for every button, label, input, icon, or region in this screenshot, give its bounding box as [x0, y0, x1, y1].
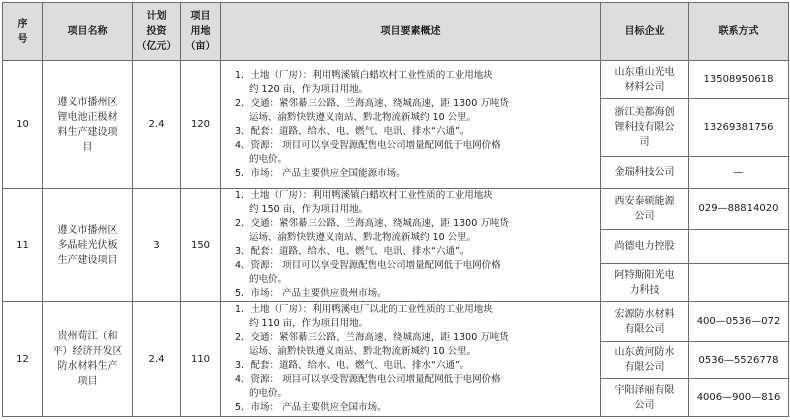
summary-line: 5．市场： 产品主要供应贵州市场。: [235, 288, 387, 299]
row-number: 11: [3, 189, 43, 302]
summary-line: 4．资源： 项目可以享受智源配售电公司增量配网低于电网价格: [235, 139, 501, 151]
project-land: 120: [181, 61, 221, 189]
summary-line: 1．土地（厂房）：利用鸭溪电厂以北的工业性质的工业用地块: [235, 304, 493, 315]
header-invest: 计划 投资 （亿元）: [133, 3, 181, 61]
summary-line: 约 120 亩，作为项目用地。: [249, 83, 369, 95]
company-name: 山东黄河防水 有限公司: [601, 342, 689, 379]
header-land: 项目 用地 （亩）: [181, 3, 221, 61]
summary-line: 运场、渝黔快铁遵义南站、黔北物流新城约 10 公里。: [249, 346, 477, 357]
row-number: 12: [3, 302, 43, 417]
header-name: 项目名称: [43, 3, 133, 61]
company-name: 浙江美都海创 锂科技有限公 司: [601, 99, 689, 157]
company-name: 宇阳泽丽有限 公司: [601, 379, 689, 417]
summary-line: 3．配套：道路、给水、电、燃气、电讯、排水“六通”。: [235, 246, 470, 257]
project-summary: [221, 189, 601, 302]
summary-line: 1．土地（厂房）：利用鸭溪镇白蜡坎村工业性质的工业用地块: [235, 69, 493, 81]
summary-line: 4．资源： 项目可以享受智源配售电公司增量配网低于电网价格: [235, 260, 501, 271]
summary-line: 5．市场： 产品主要供应全国市场。: [235, 402, 387, 413]
project-invest: 2.4: [133, 302, 181, 417]
summary-line: 的电价。: [249, 388, 288, 399]
company-contact: —: [689, 157, 789, 189]
company-name: 宏源防水材料 有限公司: [601, 302, 689, 342]
summary-line: 4．资源： 项目可以享受智源配售电公司增量配网低于电网价格: [235, 374, 501, 385]
company-name: 阿特斯阳光电 力科技: [601, 264, 689, 302]
company-name: 金瑞科技公司: [601, 157, 689, 189]
row-number: 10: [3, 61, 43, 189]
summary-line: 2．交通：紧邻綦三公路、兰海高速、绕城高速，距 1300 万吨货: [235, 332, 509, 343]
header-contact: 联系方式: [689, 3, 789, 61]
summary-line: 1．土地（厂房）：利用鸭溪镇白蜡坎村工业性质的工业用地块: [235, 190, 493, 201]
summary-line: 约 110 亩，作为项目用地。: [249, 318, 369, 329]
summary-line: 3．配套：道路、给水、电、燃气、电讯、排水“六通”。: [235, 360, 470, 371]
summary-line: 运场、渝黔快铁遵义南站、黔北物流新城约 10 公里。: [249, 111, 477, 123]
project-name: 贵州荀江（和 平）经济开发区 防水材料生产 项目: [43, 302, 133, 417]
company-name: 西安泰硕能源 公司: [601, 189, 689, 230]
company-contact: 029—88814020: [689, 189, 789, 230]
company-contact: 400—0536—072: [689, 302, 789, 342]
company-contact: 13269381756: [689, 99, 789, 157]
summary-line: 运场、渝黔快铁遵义南站、黔北物流新城约 10 公里。: [249, 232, 477, 243]
company-name: 山东重山光电 材料公司: [601, 61, 689, 99]
project-summary: [221, 61, 601, 189]
summary-line: 3．配套：道路、给水、电、燃气、电讯、排水“六通”。: [235, 125, 470, 137]
summary-line: 的电价。: [249, 274, 288, 285]
project-name: 遵义市播州区 多晶硅光伏板 生产建设项目: [43, 189, 133, 302]
company-name: 尚德电力控股: [601, 229, 689, 263]
table-row: [3, 61, 789, 99]
company-contact: [689, 264, 789, 302]
table-row: [3, 189, 789, 230]
company-contact: 13508950618: [689, 61, 789, 99]
header-row: [3, 3, 789, 61]
table-row: [3, 302, 789, 342]
project-invest: 3: [133, 189, 181, 302]
project-summary: [221, 302, 601, 417]
header-summary: 项目要素概述: [221, 3, 601, 61]
project-name: 遵义市播州区 锂电池正极材 料生产建设项 目: [43, 61, 133, 189]
header-company: 目标企业: [601, 3, 689, 61]
project-table: [2, 2, 789, 417]
project-land: 110: [181, 302, 221, 417]
summary-line: 2．交通：紧邻綦三公路、兰海高速、绕城高速，距 1300 万吨货: [235, 97, 509, 109]
summary-line: 的电价。: [249, 153, 288, 165]
project-invest: 2.4: [133, 61, 181, 189]
summary-line: 约 150 亩，作为项目用地。: [249, 204, 369, 215]
company-contact: 4006—900—816: [689, 379, 789, 417]
summary-line: 5．市场： 产品主要供应全国能源市场。: [235, 167, 406, 179]
summary-line: 2．交通：紧邻綦三公路、兰海高速、绕城高速，距 1300 万吨货: [235, 218, 509, 229]
project-land: 150: [181, 189, 221, 302]
company-contact: [689, 229, 789, 263]
company-contact: 0536—5526778: [689, 342, 789, 379]
header-seq: 序 号: [3, 3, 43, 61]
